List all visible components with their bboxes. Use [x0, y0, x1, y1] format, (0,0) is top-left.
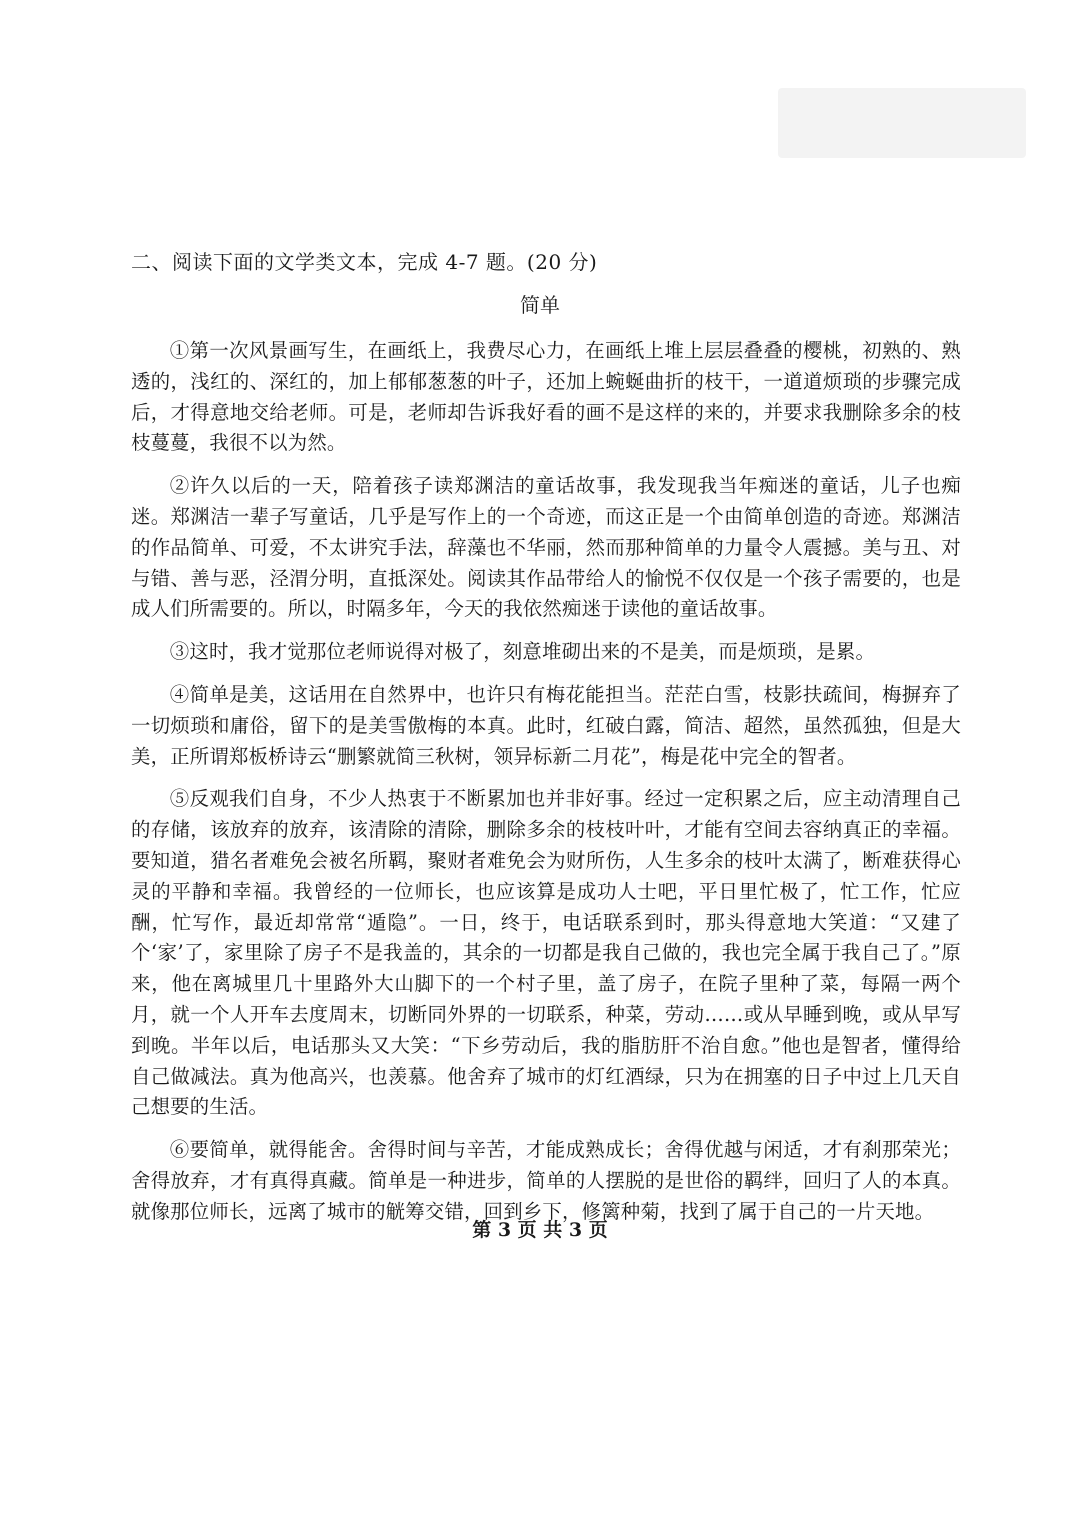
paragraph-1: ①第一次风景画写生，在画纸上，我费尽心力，在画纸上堆上层层叠叠的樱桃，初熟的、熟透的，浅红的、深红的，加上郁郁葱葱的叶子，还加上蜿蜒曲折的枝干，一道道烦琐的步骤完成后，才得意地交给老师。可是，老师却告诉我好看的画不是这样的来的，并要求我删除多余的枝枝蔓蔓，我很不以为然。 [131, 339, 961, 455]
page-number: 第 3 页 共 3 页 [472, 1219, 608, 1241]
paragraph-6: ⑥要简单，就得能舍。舍得时间与辛苦，才能成熟成长；舍得优越与闲适，才有刹那荣光；舍得放弃，才有真得真藏。简单是一种进步，简单的人摆脱的是世俗的羁绊，回归了人的本真。就像那位师长，远离了城市的觥筹交错，回到乡下，修篱种菊，找到了属于自己的一片天地。 [131, 1138, 961, 1223]
scan-smudge [778, 88, 1026, 158]
article-title: 简单 [520, 293, 560, 317]
paragraph-2: ②许久以后的一天，陪着孩子读郑渊洁的童话故事，我发现我当年痴迷的童话，儿子也痴迷。郑渊洁一辈子写童话，几乎是写作上的一个奇迹，而这正是一个由简单创造的奇迹。郑渊洁的作品简单、可爱，不太讲究手法，辞藻也不华丽，然而那种简单的力量令人震撼。美与丑、对与错、善与恶，泾渭分明，直抵深处。阅读其作品带给人的愉悦不仅仅是一个孩子需要的，也是成人们所需要的。所以，时隔多年，今天的我依然痴迷于读他的童话故事。 [131, 474, 961, 621]
section-heading: 二、阅读下面的文学类文本，完成 4-7 题。(20 分) [131, 250, 598, 274]
paragraph-3: ③这时，我才觉那位老师说得对极了，刻意堆砌出来的不是美，而是烦琐，是累。 [169, 640, 876, 664]
article-body [131, 336, 961, 1240]
paragraph-5: ⑤反观我们自身，不少人热衷于不断累加也并非好事。经过一定积累之后，应主动清理自己的存储，该放弃的放弃，该清除的清除，删除多余的枝枝叶叶，才能有空间去容纳真正的幸福。要知道，猎名者难免会被名所羁，聚财者难免会为财所伤，人生多余的枝叶太满了，断难获得心灵的平静和幸福。我曾经的一位师长，也应该算是成功人士吧，平日里忙极了，忙工作，忙应酬，忙写作，最近却常常“遁隐”。一日，终于，电话联系到时，那头得意地大笑道：“又建了个‘家’了，家里除了房子不是我盖的，其余的一切都是我自己做的，我也完全属于我自己了。”原来，他在离城里几十里路外大山脚下的一个村子里，盖了房子，在院子里种了菜，每隔一两个月，就一个人开车去度周末，切断同外界的一切联系，种菜，劳动……或从早睡到晚，或从早写到晚。半年以后，电话那头又大笑：“下乡劳动后，我的脂肪肝不治自愈。”他也是智者，懂得给自己做减法。真为他高兴，也羡慕。他舍弃了城市的灯红酒绿，只为在拥塞的日子中过上几天自己想要的生活。 [131, 787, 961, 1119]
paragraph-4: ④简单是美，这话用在自然界中，也许只有梅花能担当。茫茫白雪，枝影扶疏间，梅摒弃了一切烦琐和庸俗，留下的是美雪傲梅的本真。此时，红破白露，简洁、超然，虽然孤独，但是大美，正所谓郑板桥诗云“删繁就简三秋树，领异标新二月花”，梅是花中完全的智者。 [131, 682, 961, 768]
